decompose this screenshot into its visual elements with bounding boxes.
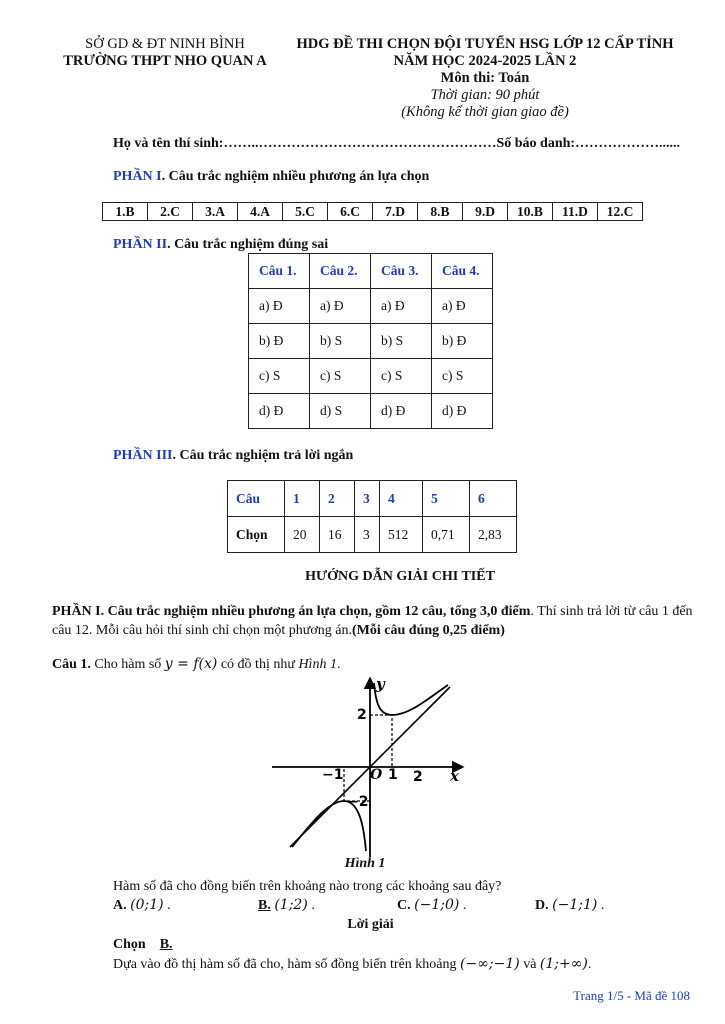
table-row <box>249 289 493 324</box>
subject: Môn thi: Toán <box>440 70 530 86</box>
origin-label: O <box>370 767 383 783</box>
answer-cell: 5.C <box>283 203 328 221</box>
solution-explanation <box>113 955 591 974</box>
tick-label: 2 <box>413 769 423 785</box>
table-row <box>249 394 493 429</box>
figure-caption: Hình 1 <box>344 856 386 871</box>
y-axis-label: y <box>376 675 385 693</box>
function-expression: y = f(x) <box>164 656 218 672</box>
table-cell: 0,71 <box>423 517 470 553</box>
table-cell: d) S <box>310 394 371 429</box>
option-value: (0;1) <box>130 897 164 913</box>
table-cell: d) Đ <box>249 394 310 429</box>
guide-title: HƯỚNG DẪN GIẢI CHI TIẾT <box>305 569 495 584</box>
option-c[interactable]: C. (−1;0) . <box>397 897 467 913</box>
tick-label: −1 <box>322 767 344 783</box>
table-cell: Câu 2. <box>310 254 371 289</box>
table-cell: Câu 4. <box>432 254 493 289</box>
table-cell: c) S <box>371 359 432 394</box>
table-row <box>103 203 643 221</box>
table-cell: Chọn <box>228 517 285 553</box>
figure-reference: Hình 1 <box>298 657 337 672</box>
part3-answer-table <box>227 480 517 553</box>
table-cell: 3 <box>355 517 380 553</box>
part1-heading <box>113 169 429 185</box>
explanation-text: . <box>587 957 592 972</box>
chosen-value: B. <box>159 937 173 952</box>
part1-label: PHẦN I <box>113 169 162 184</box>
option-value: (1;2) <box>274 897 308 913</box>
answer-cell: 3.A <box>193 203 238 221</box>
chosen-label: Chọn <box>113 937 146 952</box>
school-header <box>60 36 270 70</box>
answer-cell: 11.D <box>553 203 598 221</box>
page-footer: Trang 1/5 - Mã đề 108 <box>573 988 690 1003</box>
table-cell: 3 <box>355 481 380 517</box>
answer-cell: 12.C <box>598 203 643 221</box>
answer-cell: 8.B <box>418 203 463 221</box>
table-cell: b) S <box>310 324 371 359</box>
function-graph <box>270 675 470 860</box>
option-value: (−1;0) <box>414 897 460 913</box>
department-name: SỞ GD & ĐT NINH BÌNH <box>85 36 245 52</box>
table-cell: 2 <box>320 481 355 517</box>
part2-title: . Câu trắc nghiệm đúng sai <box>167 237 329 252</box>
explanation-text: Dựa vào đồ thị hàm số đã cho, hàm số đồng biến trên khoảng <box>113 957 461 972</box>
table-cell: Câu 3. <box>371 254 432 289</box>
question-1-stem <box>52 655 340 674</box>
explanation-text: và <box>519 957 540 972</box>
table-cell: a) Đ <box>371 289 432 324</box>
option-d[interactable]: D. (−1;1) . <box>535 897 605 913</box>
intro-text: . Thí sinh trả lời từ câu 1 đến câu 12. Mỗi câu hỏi thí sinh chỉ chọn một phương án. <box>52 604 693 638</box>
table-cell: 6 <box>470 481 517 517</box>
option-letter: C. <box>397 898 411 913</box>
option-letter: A. <box>113 898 127 913</box>
question-text: có đồ thị như <box>217 657 299 672</box>
solution-title: Lời giải <box>347 917 394 932</box>
table-row <box>228 481 517 517</box>
question-text: . <box>336 657 341 672</box>
answer-options <box>113 896 713 916</box>
table-cell: a) Đ <box>432 289 493 324</box>
table-cell: a) Đ <box>310 289 371 324</box>
answer-cell: 6.C <box>328 203 373 221</box>
x-axis-label: x <box>450 767 459 785</box>
table-cell: 20 <box>285 517 320 553</box>
table-cell: b) S <box>371 324 432 359</box>
tick-label: 2 <box>357 707 367 723</box>
part2-label: PHẦN II <box>113 237 168 252</box>
question-text: Cho hàm số <box>90 657 165 672</box>
option-value: (−1;1) <box>552 897 598 913</box>
answer-cell: 4.A <box>238 203 283 221</box>
table-cell: 5 <box>423 481 470 517</box>
table-cell: d) Đ <box>371 394 432 429</box>
table-cell: 4 <box>380 481 423 517</box>
answer-cell: 9.D <box>463 203 508 221</box>
part1-answer-table <box>102 202 643 221</box>
exam-title: HDG ĐỀ THI CHỌN ĐỘI TUYỂN HSG LỚP 12 CẤP TỈNH <box>296 36 674 52</box>
tick-label: −2 <box>347 794 369 810</box>
table-cell: c) S <box>432 359 493 394</box>
table-cell: Câu <box>228 481 285 517</box>
part2-heading <box>113 237 328 253</box>
table-cell: 1 <box>285 481 320 517</box>
exam-note: (Không kể thời gian giao đề) <box>401 104 569 120</box>
tick-label: 1 <box>388 767 398 783</box>
exam-header <box>285 36 685 121</box>
table-cell: b) Đ <box>249 324 310 359</box>
table-cell: 2,83 <box>470 517 517 553</box>
table-cell: 16 <box>320 517 355 553</box>
table-cell: c) S <box>310 359 371 394</box>
part2-answer-table <box>248 253 493 429</box>
interval: (1;+∞) <box>539 956 588 972</box>
school-name: TRƯỜNG THPT NHO QUAN A <box>63 53 267 69</box>
question-1-prompt: Hàm số đã cho đồng biến trên khoảng nào trong các khoảng sau đây? <box>113 879 502 894</box>
intro-bold: PHẦN I. Câu trắc nghiệm nhiều phương án lựa chọn, gồm 12 câu, tổng 3,0 điểm <box>52 604 531 619</box>
answer-cell: 1.B <box>103 203 148 221</box>
part3-title: . Câu trắc nghiệm trả lời ngắn <box>172 448 354 463</box>
table-cell: b) Đ <box>432 324 493 359</box>
part3-heading <box>113 448 353 464</box>
question-label: Câu 1. <box>52 657 91 672</box>
answer-cell: 2.C <box>148 203 193 221</box>
option-letter: D. <box>535 898 549 913</box>
part1-title: . Câu trắc nghiệm nhiều phương án lựa chọn <box>161 169 430 184</box>
part3-label: PHẦN III <box>113 448 173 463</box>
table-row <box>249 254 493 289</box>
guide-dashed <box>370 715 392 767</box>
chosen-answer <box>113 935 173 954</box>
table-cell: 512 <box>380 517 423 553</box>
table-cell: a) Đ <box>249 289 310 324</box>
student-info-line: Họ và tên thí sinh:……..……………………………………………Số báo danh:………………...... <box>113 136 681 151</box>
table-row <box>249 324 493 359</box>
table-cell: c) S <box>249 359 310 394</box>
option-a[interactable]: A. (0;1) . <box>113 897 171 913</box>
table-cell: Câu 1. <box>249 254 310 289</box>
table-cell: d) Đ <box>432 394 493 429</box>
interval: (−∞;−1) <box>460 956 520 972</box>
table-row <box>249 359 493 394</box>
answer-cell: 7.D <box>373 203 418 221</box>
option-b[interactable]: B. (1;2) . <box>258 897 315 913</box>
exam-time: Thời gian: 90 phút <box>430 87 540 103</box>
option-letter: B. <box>258 898 271 913</box>
answer-cell: 10.B <box>508 203 553 221</box>
intro-points: (Mỗi câu đúng 0,25 điểm) <box>352 623 505 638</box>
part1-intro <box>52 602 697 640</box>
table-row <box>228 517 517 553</box>
school-year: NĂM HỌC 2024-2025 LẦN 2 <box>393 53 577 69</box>
